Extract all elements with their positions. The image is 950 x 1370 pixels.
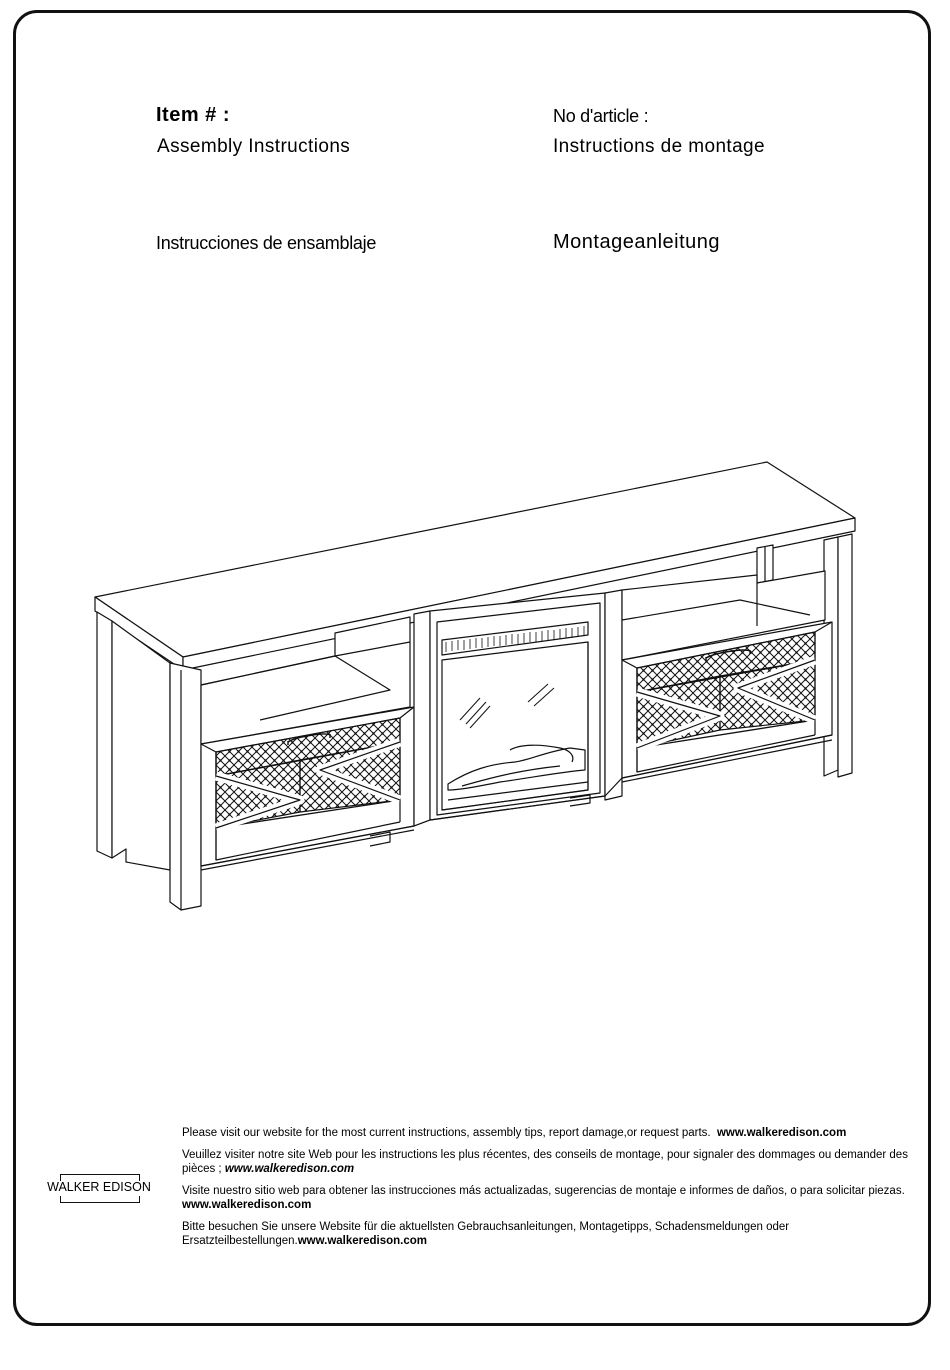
footer-fr-text: Veuillez visiter notre site Web pour les instructions les plus récentes, des conseils de montage, pour signaler des dommages ou demander des pièces ; [182, 1149, 908, 1175]
item-number-label-fr: No d'article : [553, 106, 649, 126]
footer-de [182, 1220, 912, 1248]
walker-edison-logo [40, 1172, 158, 1206]
footer-fr [182, 1148, 912, 1176]
footer-es [182, 1184, 912, 1212]
logo-text: WALKER EDISON [47, 1180, 151, 1194]
footer-notice [182, 1126, 912, 1256]
footer-es-text: Visite nuestro sitio web para obtener las instrucciones más actualizadas, sugerencias de montaje e informes de daños, o para solicitar piezas. [182, 1185, 905, 1197]
tv-stand-illustration [0, 440, 950, 920]
footer-es-link[interactable]: www.walkeredison.com [182, 1199, 312, 1211]
item-number-label: Item # : [156, 104, 231, 126]
assembly-instructions-fr: Instructions de montage [553, 136, 765, 157]
footer-de-link[interactable]: www.walkeredison.com [297, 1235, 428, 1247]
assembly-instructions-en: Assembly Instructions [157, 136, 351, 157]
footer-fr-link[interactable]: www.walkeredison.com [224, 1163, 355, 1175]
footer-en-link[interactable]: www.walkeredison.com [716, 1127, 847, 1139]
assembly-instructions-de: Montageanleitung [553, 231, 721, 253]
footer-en [182, 1126, 912, 1140]
footer-de-text: Bitte besuchen Sie unsere Website für die aktuellsten Gebrauchsanleitungen, Montagetipps, Schadensmeldungen oder Ersatzteilbestellungen. [182, 1221, 790, 1247]
assembly-instructions-es: Instrucciones de ensamblaje [156, 233, 377, 253]
footer-en-text: Please visit our website for the most current instructions, assembly tips, report damage,or request parts. [182, 1127, 711, 1139]
